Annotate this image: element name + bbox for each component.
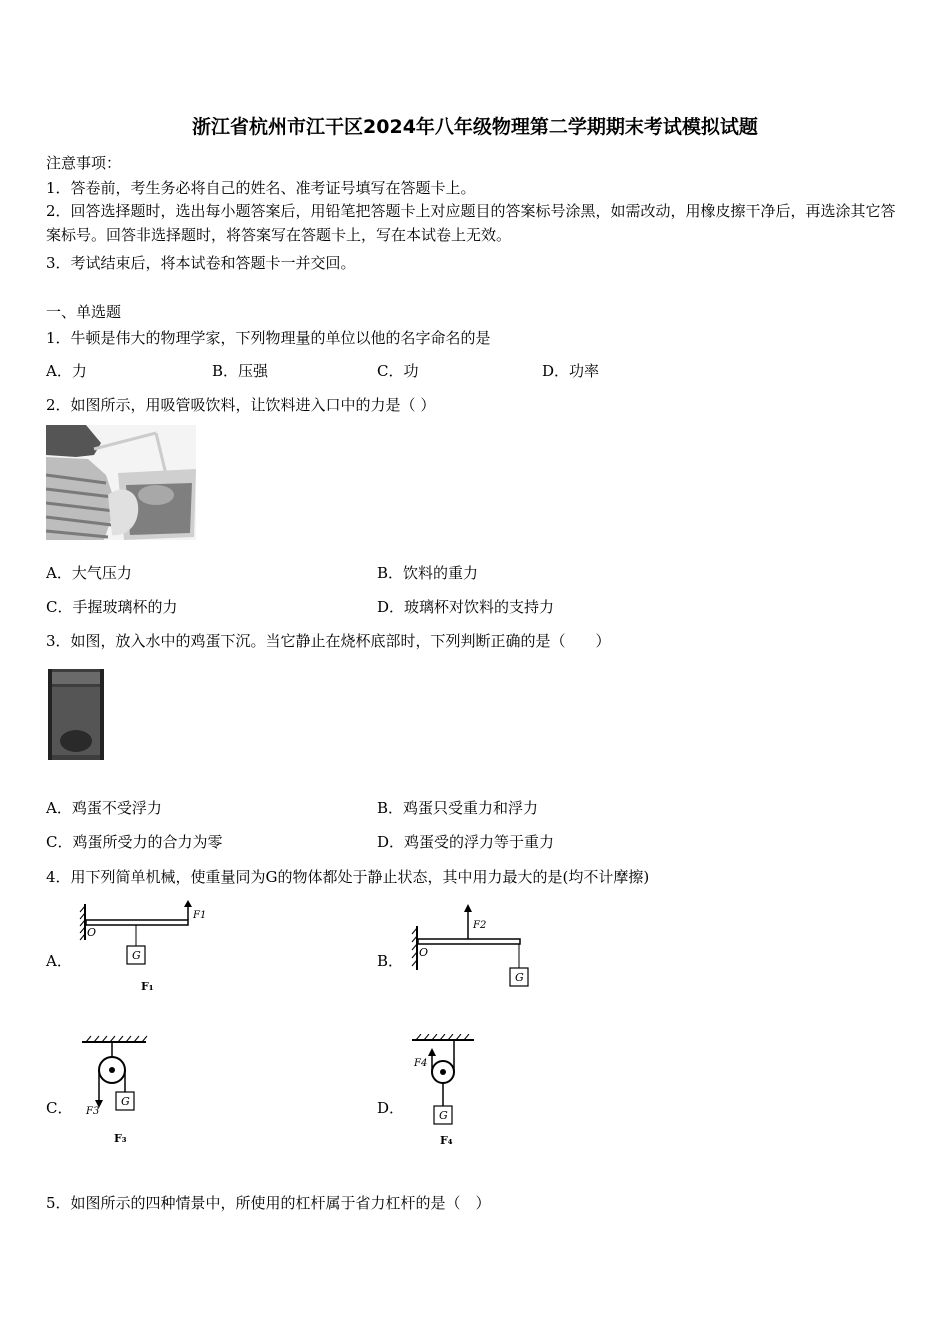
question-4-stem: 4．用下列简单机械，使重量同为G的物体都处于静止状态，其中用力最大的是(均不计摩擦)	[46, 868, 650, 886]
pivot-o-label-b: O	[419, 946, 429, 959]
f1-label: F1	[193, 910, 207, 921]
notice-item-1: 1．答卷前，考生务必将自己的姓名、准考证号填写在答题卡上。	[46, 179, 476, 197]
pulley-figure-d	[408, 1034, 488, 1149]
question-1-stem: 1．牛顿是伟大的物理学家，下列物理量的单位以他的名字命名的是	[46, 329, 491, 347]
f2-label: F2	[473, 920, 487, 931]
q4-option-c[interactable]: C．	[46, 1099, 73, 1117]
q4-option-b[interactable]: B．	[377, 952, 404, 970]
page-title: 浙江省杭州市江干区2024年八年级物理第二学期期末考试模拟试题	[192, 116, 758, 138]
beaker-egg-photo	[46, 667, 106, 762]
q4-option-a[interactable]: A．	[46, 952, 72, 970]
caption-f1: F₁	[141, 980, 154, 993]
lever-figure-b	[408, 898, 548, 998]
weight-g-label-b: G	[515, 971, 524, 984]
q1-option-c[interactable]: C．功	[377, 362, 419, 380]
q1-option-b[interactable]: B．压强	[212, 362, 269, 380]
section-heading: 一、单选题	[46, 303, 122, 321]
weight-g-label-c: G	[121, 1095, 130, 1108]
q3-option-a[interactable]: A．鸡蛋不受浮力	[46, 799, 162, 817]
f3-label: F3	[86, 1106, 100, 1117]
question-2-stem: 2．如图所示，用吸管吸饮料，让饮料进入口中的力是（ ）	[46, 396, 436, 414]
q3-option-b[interactable]: B．鸡蛋只受重力和浮力	[377, 799, 539, 817]
caption-f4: F₄	[440, 1134, 453, 1147]
caption-f3: F₃	[114, 1132, 127, 1145]
notice-heading: 注意事项：	[46, 154, 122, 172]
drinking-straw-photo	[46, 425, 196, 540]
notice-item-2: 2．回答选择题时，选出每小题答案后，用铅笔把答题卡上对应题目的答案标号涂黑，如需改动，用橡皮擦干净后，再选涂其它答案标号。回答非选择题时，将答案写在答题卡上，写在本试卷上无效。	[46, 202, 896, 244]
pulley-figure-c	[78, 1034, 158, 1149]
q2-option-d[interactable]: D．玻璃杯对饮料的支持力	[377, 598, 555, 616]
q1-option-a[interactable]: A．力	[46, 362, 87, 380]
q2-option-a[interactable]: A．大气压力	[46, 564, 132, 582]
q2-option-c[interactable]: C．手握玻璃杯的力	[46, 598, 178, 616]
weight-g-label-a: G	[132, 949, 141, 962]
q3-option-d[interactable]: D．鸡蛋受的浮力等于重力	[377, 833, 555, 851]
notice-item-3: 3．考试结束后，将本试卷和答题卡一并交回。	[46, 254, 356, 272]
question-3-stem: 3．如图，放入水中的鸡蛋下沉。当它静止在烧杯底部时，下列判断正确的是（ ）	[46, 632, 611, 650]
question-5-stem: 5．如图所示的四种情景中，所使用的杠杆属于省力杠杆的是（ ）	[46, 1194, 491, 1212]
q1-option-d[interactable]: D．功率	[542, 362, 600, 380]
q2-option-b[interactable]: B．饮料的重力	[377, 564, 479, 582]
pivot-o-label-a: O	[87, 926, 97, 939]
q4-option-d[interactable]: D．	[377, 1099, 405, 1117]
weight-g-label-d: G	[439, 1109, 448, 1122]
lever-figure-a	[78, 898, 218, 998]
q3-option-c[interactable]: C．鸡蛋所受力的合力为零	[46, 833, 223, 851]
f4-label: F4	[414, 1058, 428, 1069]
